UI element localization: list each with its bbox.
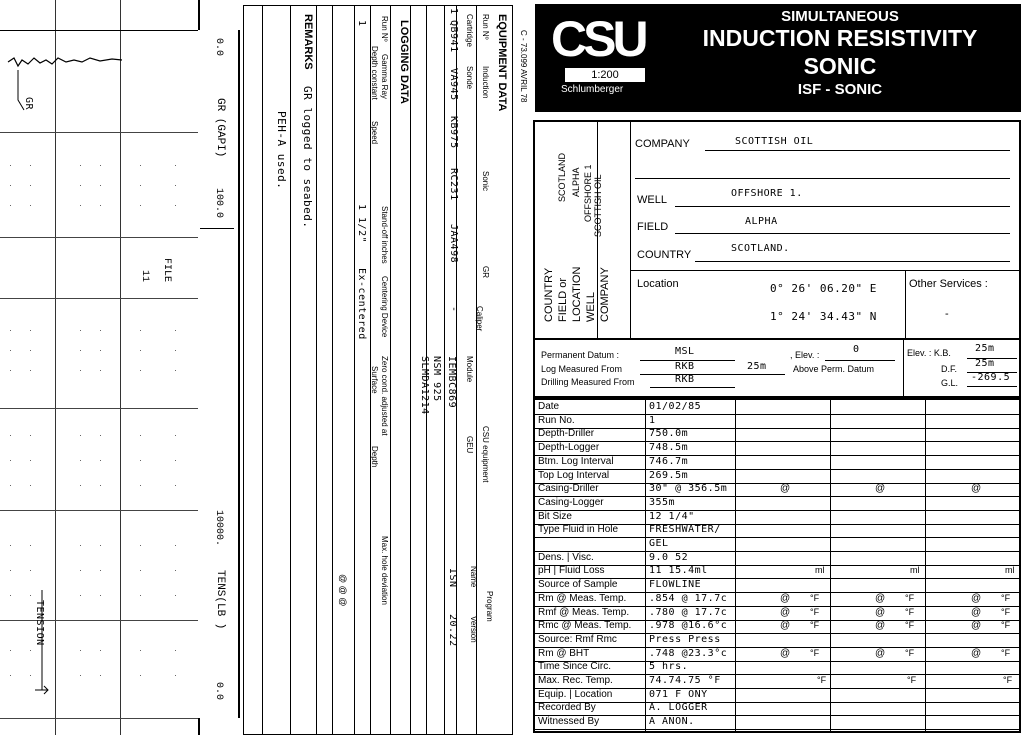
equip-run-label: Run Nº [481,14,490,40]
max-temp-unit: °F [907,675,917,685]
table-row-line [535,537,1019,538]
title-line-4: ISF - SONIC [797,81,883,98]
sonic-label: Sonic [481,171,490,192]
brand-name: Schlumberger [561,84,624,95]
equip-cartridge-sonic: KB975 [448,116,459,149]
table-row-label: Rmf @ Meas. Temp. [538,607,630,618]
company-value: SCOTTISH OIL [735,136,814,147]
program-name: ISN [447,568,458,588]
side-value-well: OFFSHORE 1 [583,164,593,222]
file-number: 11 [139,270,150,283]
rotated-data-block [243,5,513,735]
table-row-line [535,441,1019,442]
casing-at-mark: @ [875,483,886,494]
table-row-value: 11 15.4ml [649,565,708,576]
column-line [410,6,411,734]
country-value: SCOTLAND. [731,243,790,254]
side-value-field: ALPHA [571,167,581,197]
side-label-company: COMPANY [599,267,611,322]
temp-unit: °F [810,648,820,658]
tension-scale-label: TENS(LB ) [214,570,226,630]
side-label-field: FIELD or [557,277,569,322]
equip-run-value: 1 [448,8,459,15]
scale-label: 1:200 [565,68,645,82]
logging-run-value: 1 [356,20,367,27]
scale-divider [200,228,234,229]
gl-value: -269.5 [971,372,1011,383]
max-temp-unit: °F [817,675,827,685]
title-line-1: SIMULTANEOUS [781,8,899,25]
caliper-label: Caliper [475,306,484,332]
doc-code: C - 73.099 AVRIL 78 [519,30,528,103]
table-row-line [535,496,1019,497]
surface-label: Surface [370,366,379,394]
temp-at-mark: @ [780,607,791,618]
well-info-box [533,120,1021,340]
table-row-label: Casing-Driller [538,483,599,494]
casing-at-mark: @ [780,483,791,494]
run-data-table [533,398,1021,733]
temp-at-mark: @ [780,593,791,604]
standoff-label: Stand-off inches [380,206,389,264]
company-underline [705,150,1010,151]
temp-at-mark: @ [875,593,886,604]
gr-curve [8,58,122,66]
column-line [354,6,355,734]
table-row-line [535,565,1019,566]
equip-cartridge-induction: QB941 [448,20,459,53]
country-label: COUNTRY [637,249,692,261]
gr-scale-label: GR (GAPI) [214,98,226,158]
equip-sonde-induction: VA945 [448,68,459,101]
sonde-label: Sonde [465,66,474,90]
table-row-label: Type Fluid in Hole [538,524,619,535]
title-header [535,4,1021,112]
csu-module-2: NSM 925 [431,356,442,402]
table-row-value: 748.5m [649,442,689,453]
max-deviation-label: Max. hole deviation [380,536,389,605]
log-measured-height: 25m [747,361,767,372]
company-label: COMPANY [635,138,690,150]
table-row-value: FRESHWATER/ [649,524,721,535]
log-measured-value: RKB [675,361,695,372]
temp-unit: °F [1001,620,1011,630]
elev-label: , Elev. : [790,350,820,360]
tension-curve-label: TENSION [34,600,45,646]
temp-unit: °F [905,607,915,617]
equip-cartridge-gr: JAA498 [448,224,459,264]
centering-label: Centering Device [380,276,389,338]
deviation-marks: @ @ @ [338,574,348,607]
other-services-label: Other Services : [909,278,988,290]
location-divider [630,270,1020,271]
location-line-2: 1° 24' 34.43" N [770,310,877,323]
permanent-datum-label: Permanent Datum : [541,350,620,360]
table-row-value: 750.0m [649,428,689,439]
gamma-ray-label: Gamma Ray [380,54,389,99]
logo-text: CSU [551,11,645,67]
table-row-label: Source: Rmf Rmc [538,634,617,645]
program-label: Program [485,591,494,622]
log-height-underline [735,374,785,375]
above-perm-datum-label: Above Perm. Datum [793,364,875,374]
temp-unit: °F [905,620,915,630]
gr-curve-label: GR [23,97,34,111]
speed-label: Speed [370,121,379,145]
log-strip [0,0,205,735]
table-row-value: .748 @23.3°c [649,648,728,659]
table-row-label: Max. Rec. Temp. [538,675,613,686]
table-row-label: Btm. Log Interval [538,456,614,467]
table-row-value: 269.5m [649,470,689,481]
table-row-value: .854 @ 17.7c [649,593,728,604]
table-row-label: Equip. | Location [538,689,613,700]
remarks-title: REMARKS [302,14,314,70]
temp-unit: °F [810,620,820,630]
side-label-well: WELL [585,292,597,322]
table-row-line [535,647,1019,648]
side-label-location: LOCATION [571,266,583,322]
program-name-label: Name [469,566,478,588]
induction-label: Induction [481,66,490,99]
geu-label: GEU [465,436,474,454]
column-line [390,6,391,734]
table-row-value: FLOWLINE [649,579,702,590]
table-row-line [535,428,1019,429]
table-row-value: 5 hrs. [649,661,689,672]
module-label: Module [465,356,474,383]
column-line [316,6,317,734]
gr-equip-label: GR [481,266,490,278]
temp-unit: °F [905,648,915,658]
gl-label: G.L. [941,378,959,388]
max-temp-unit: °F [1003,675,1013,685]
equip-caliper: - [448,306,459,313]
location-label: Location [637,278,679,290]
table-row-line [535,715,1019,716]
datum-box [533,340,1021,398]
temp-unit: °F [810,607,820,617]
fluid-loss-unit: ml [910,565,920,575]
kb-value: 25m [975,343,995,354]
table-row-value: Press Press [649,634,721,645]
side-divider [630,122,631,338]
log-measured-label: Log Measured From [541,364,623,374]
table-row-value: 071 F ONY [649,689,708,700]
gr-scale-min: 0.0 [213,38,224,57]
temp-unit: °F [1001,593,1011,603]
table-row-label: Recorded By [538,702,596,713]
well-underline [675,206,1010,207]
table-row-label: pH | Fluid Loss [538,565,605,576]
field-value: ALPHA [745,216,778,227]
table-row-label: Time Since Circ. [538,661,611,672]
elev-underline [825,360,895,361]
blank-line [635,178,1010,179]
table-row-label: Source of Sample [538,579,618,590]
table-row-line [535,729,1019,730]
datum-divider [903,340,904,396]
centering-value: Ex-centered [356,268,367,340]
temp-at-mark: @ [971,620,982,631]
casing-at-mark: @ [971,483,982,494]
table-row-label: Witnessed By [538,716,600,727]
fluid-loss-unit: ml [815,565,825,575]
logging-data-title: LOGGING DATA [398,20,410,104]
log-grid-dots [0,0,198,735]
zero-cond-label: Zero cond. adjusted at [380,356,389,436]
table-row-value: 746.7m [649,456,689,467]
equipment-data-title: EQUIPMENT DATA [496,14,508,112]
column-line [444,6,445,734]
temp-at-mark: @ [780,620,791,631]
title-line-2: INDUCTION RESISTIVITY [702,25,978,51]
depth-label: Depth [370,446,379,468]
table-row-label: Dens. | Visc. [538,552,594,563]
temp-unit: °F [1001,607,1011,617]
table-row-value: A ANON. [649,716,695,727]
df-label: D.F. [941,364,958,374]
location-line-1: 0° 26' 06.20" E [770,282,877,295]
temp-at-mark: @ [971,648,982,659]
drilling-measured-label: Drilling Measured From [541,377,635,387]
temp-unit: °F [810,593,820,603]
equip-sonde-sonic: RC231 [448,168,459,201]
field-label: FIELD [637,221,669,233]
drilling-measured-value: RKB [675,374,695,385]
table-row-line [535,702,1019,703]
permanent-datum-value: MSL [675,346,695,357]
table-row-value: 9.0 52 [649,552,689,563]
table-row-value: 1 [649,415,656,426]
scale-header-track [198,30,240,718]
tension-scale-max: 10000. [213,510,224,547]
table-row-value: 74.74.75 °F [649,675,721,686]
table-row-value: .978 @16.6°c [649,620,728,631]
temp-at-mark: @ [875,648,886,659]
temp-unit: °F [1001,648,1011,658]
field-underline [675,233,1010,234]
csu-logo [551,11,645,74]
tension-scale-min: 0.0 [213,682,224,701]
gr-scale-max: 100.0 [213,188,224,219]
well-value: OFFSHORE 1. [731,188,803,199]
other-services-value: - [945,308,949,320]
csu-module-3: SLMDA1214 [419,356,430,415]
table-row-label: Rm @ BHT [538,648,590,659]
table-row-label: Depth-Logger [538,442,600,453]
table-row-label: Depth-Driller [538,428,595,439]
temp-at-mark: @ [971,593,982,604]
fluid-loss-unit: ml [1005,565,1015,575]
side-value-country: SCOTLAND [557,152,567,202]
depth-constant-label: Depth constant [370,46,379,100]
title-line-3: SONIC [803,53,877,79]
table-row-label: Run No. [538,415,575,426]
table-row-value: A. LOGGER [649,702,708,713]
remarks-line-2: PEH-A used. [275,111,288,190]
gl-underline [967,386,1017,387]
column-line [332,6,333,734]
table-row-value: 355m [649,497,676,508]
table-row-line [535,551,1019,552]
temp-at-mark: @ [780,648,791,659]
table-row-line [535,414,1019,415]
table-row-label: Rmc @ Meas. Temp. [538,620,632,631]
program-version: 20.22 [447,614,458,647]
other-services-divider [905,270,906,338]
file-label: FILE [161,258,172,283]
cartridge-label: Cartridge [465,14,474,47]
remarks-line-1: GR logged to seabed. [301,86,314,229]
table-row-label: Rm @ Meas. Temp. [538,593,627,604]
column-line [290,6,291,734]
table-row-label: Top Log Interval [538,470,610,481]
table-row-value: GEL [649,538,669,549]
table-row-label: Casing-Logger [538,497,604,508]
table-row-value: .780 @ 17.7c [649,607,728,618]
logging-run-label: Run Nº [380,16,389,42]
csu-equipment-label: CSU equipment [481,426,490,483]
side-value-company: SCOTTISH OIL [593,174,603,237]
temp-at-mark: @ [875,607,886,618]
kb-label: Elev. : K.B. [907,348,951,358]
table-row-label: Bit Size [538,511,572,522]
temp-at-mark: @ [971,607,982,618]
temp-unit: °F [905,593,915,603]
well-label: WELL [637,194,667,206]
temp-at-mark: @ [875,620,886,631]
table-row-value: 12 1/4" [649,511,695,522]
column-line [262,6,263,734]
drilling-measured-underline [650,387,735,388]
standoff-value: 1 1/2" [356,204,367,244]
program-version-label: Version [469,616,478,643]
country-underline [695,261,1010,262]
table-row-line [535,510,1019,511]
table-row-line [535,483,1019,484]
table-row-value: 01/02/85 [649,401,702,412]
df-value: 25m [975,358,995,369]
elev-value: 0 [853,344,860,355]
csu-module-1: IEMBC869 [446,356,457,409]
side-label-country: COUNTRY [543,267,555,322]
table-row-label: Date [538,401,560,412]
table-row-value: 30" @ 356.5m [649,483,728,494]
